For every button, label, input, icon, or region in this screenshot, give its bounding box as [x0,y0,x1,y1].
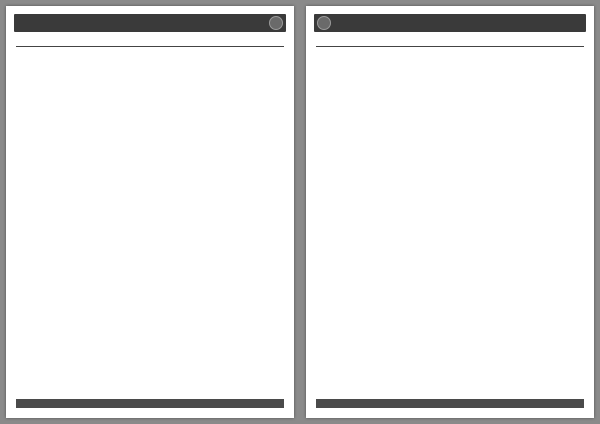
right-page [306,6,594,418]
emblem-icon [269,16,283,30]
left-column-1 [16,50,146,396]
left-divider [16,46,284,47]
left-columns [16,50,284,396]
left-column-2 [154,50,284,396]
right-column-1 [316,50,446,396]
right-columns [316,50,584,396]
left-page [6,6,294,418]
glossary-entry [454,389,584,395]
left-footer [16,399,284,408]
left-banner [14,14,286,32]
glossary-entry [316,389,446,395]
glossary-entry [154,389,284,395]
right-footer [316,399,584,408]
right-banner [314,14,586,32]
right-column-2 [454,50,584,396]
right-divider [316,46,584,47]
glossary-entry [16,389,146,395]
emblem-icon [317,16,331,30]
